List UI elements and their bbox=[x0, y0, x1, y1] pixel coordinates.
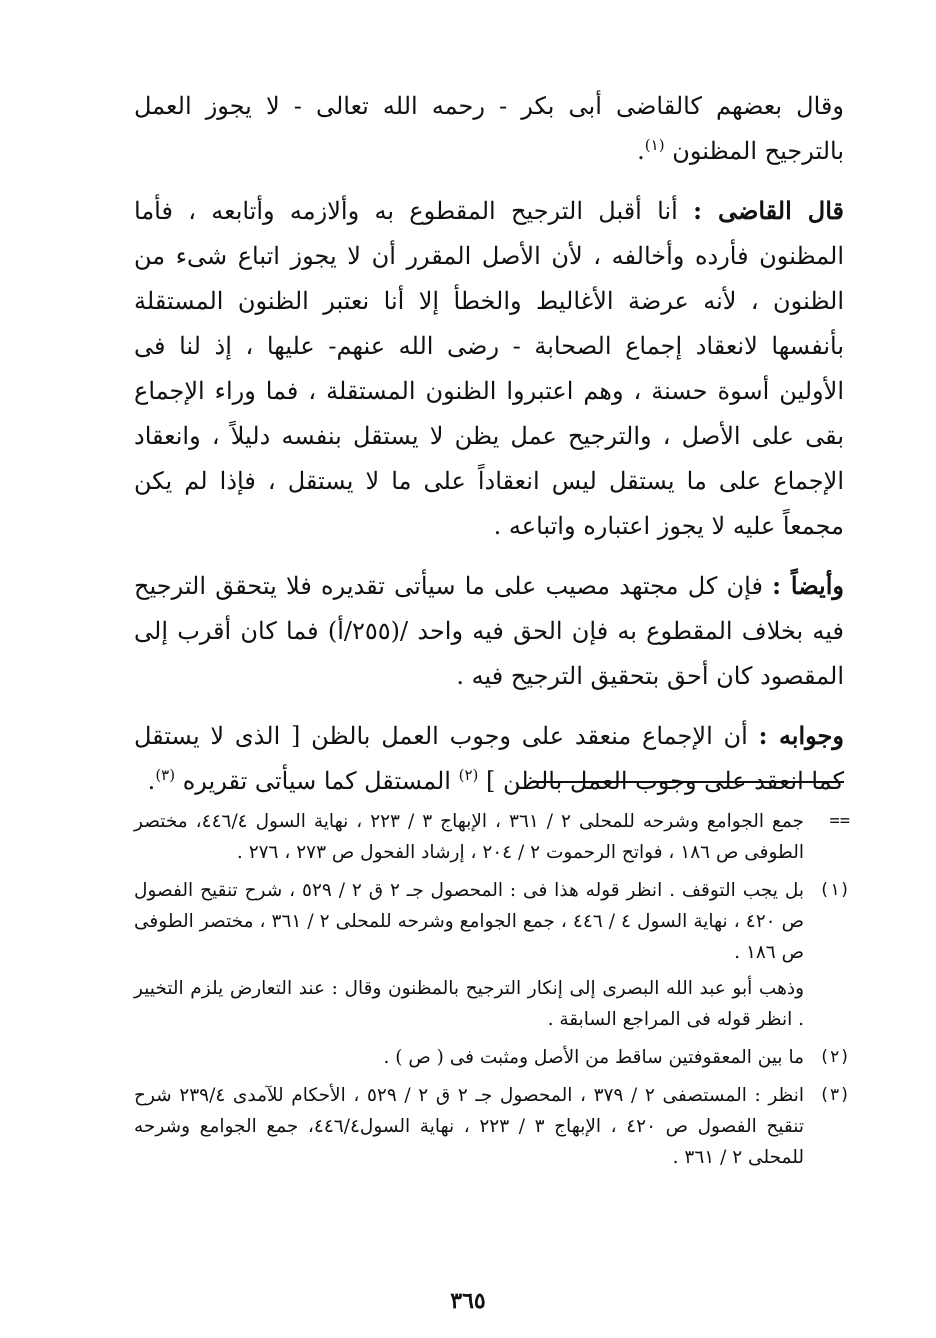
paragraph-2-lead: قال القاضى : bbox=[693, 196, 844, 225]
footnote-ref-1: (١) bbox=[644, 136, 665, 154]
footnote-text: وذهب أبو عبد الله البصرى إلى إنكار الترجيح بالمظنون وقال : عند التعارض يلزم التخيير . انظر قوله فى المراجع السابقة . bbox=[134, 978, 804, 1030]
paragraph-4 bbox=[134, 713, 844, 804]
paragraph-1 bbox=[134, 84, 844, 174]
footnote-text: جمع الجوامع وشرحه للمحلى ٢ / ٣٦١ ، الإبهاج ٣ / ٢٢٣ ، نهاية السول ٤٤٦/٤، مختصر الطوفى ص ١٨٦ ، فواتح الرحموت ٢ / ٢٠٤ ، إرشاد الفحول ص ٢٧٣ ، ٢٧٦ . bbox=[134, 811, 804, 863]
footnote-ref-3: (٣) bbox=[155, 766, 176, 784]
footnote-continued bbox=[134, 806, 850, 868]
paragraph-4-end: . bbox=[147, 767, 156, 795]
footnote-ref-2: (٢) bbox=[458, 766, 479, 784]
footnote-2 bbox=[134, 1042, 850, 1073]
footnote-text: بل يجب التوقف . انظر قوله هذا فى : المحصول جـ ٢ ق ٢ / ٥٢٩ ، شرح تنقيح الفصول ص ٤٢٠ ، نهاية السول ٤ / ٤٤٦ ، جمع الجوامع وشرحه للمحلى ٢ / ٣٦١ ، مختصر الطوفى ص ١٨٦ . bbox=[134, 880, 805, 963]
paragraph-3-text: فإن كل مجتهد مصيب على ما سيأتى تقديره فلا يتحقق الترجيح فيه بخلاف المقطوع به فإن الحق فيه واحد /(٢٥٥/أ) فما كان أقرب إلى المقصود كان أحق بتحقيق الترجيح فيه . bbox=[134, 572, 844, 690]
footnote-1 bbox=[134, 875, 850, 1035]
paragraph-1-text: وقال بعضهم كالقاضى أبى بكر - رحمه الله تعالى - لا يجوز العمل بالترجيح المظنون bbox=[134, 92, 844, 165]
footnotes bbox=[134, 806, 850, 1180]
paragraph-3 bbox=[134, 563, 844, 699]
page-number: ٣٦٥ bbox=[450, 1288, 486, 1314]
footnote-text: ما بين المعقوفتين ساقط من الأصل ومثبت فى ( ص ) . bbox=[383, 1047, 804, 1068]
paragraph-3-lead: وأيضاً : bbox=[772, 571, 844, 600]
footnote-3 bbox=[134, 1080, 850, 1173]
paragraph-1-end: . bbox=[637, 137, 645, 165]
footnote-marker: == bbox=[829, 811, 850, 831]
footnote-text: انظر : المستصفى ٢ / ٣٧٩ ، المحصول جـ ٢ ق ٢ / ٥٢٩ ، الأحكام للآمدى ٢٣٩/٤ شرح تنقيح الفصول ص ٤٢٠ ، الإبهاج ٣ / ٢٢٣ ، نهاية السول٤٤٦/٤، جمع الجوامع وشرحه للمحلى ٢ / ٣٦١ . bbox=[134, 1085, 805, 1168]
footnote-marker: (٣) bbox=[819, 1085, 850, 1105]
paragraph-4-lead: وجوابه : bbox=[758, 721, 844, 750]
paragraph-2 bbox=[134, 188, 844, 549]
paragraph-2-text: أنا أقبل الترجيح المقطوع به وألازمه وأتابعه ، فأما المظنون فأرده وأخالفه ، لأن الأصل المقرر أن لا يجوز اتباع شىء من الظنون ، لأنه عرضة الأغاليط والخطأ إلا أنا نعتبر الظنون المستقلة بأنفسها لانعقاد إجماع الصحابة - رضى الله عنهم- عليها ، إذ لنا فى الأولين أسوة حسنة ، وهم اعتبروا الظنون المستقلة ، فما وراء الإجماع بقى على الأصل ، والترجيح عمل يظن لا يستقل بنفسه دليلاً ، وانعقاد الإجماع على ما يستقل ليس انعقاداً على ما لا يستقل ، فإذا لم يكن مجمعاً عليه لا يجوز اعتباره واتباعه . bbox=[134, 197, 844, 540]
paragraph-4-mid: المستقل كما سيأتى تقريره bbox=[175, 767, 459, 795]
footnote-marker: (٢) bbox=[819, 1047, 850, 1067]
footnote-separator bbox=[532, 781, 844, 783]
footnote-marker: (١) bbox=[819, 880, 850, 900]
main-text bbox=[134, 84, 844, 818]
paragraph-4-text: أن الإجماع منعقد على وجوب العمل بالظن [ الذى لا يستقل كما انعقد على وجوب العمل بالظن ] bbox=[134, 722, 844, 795]
